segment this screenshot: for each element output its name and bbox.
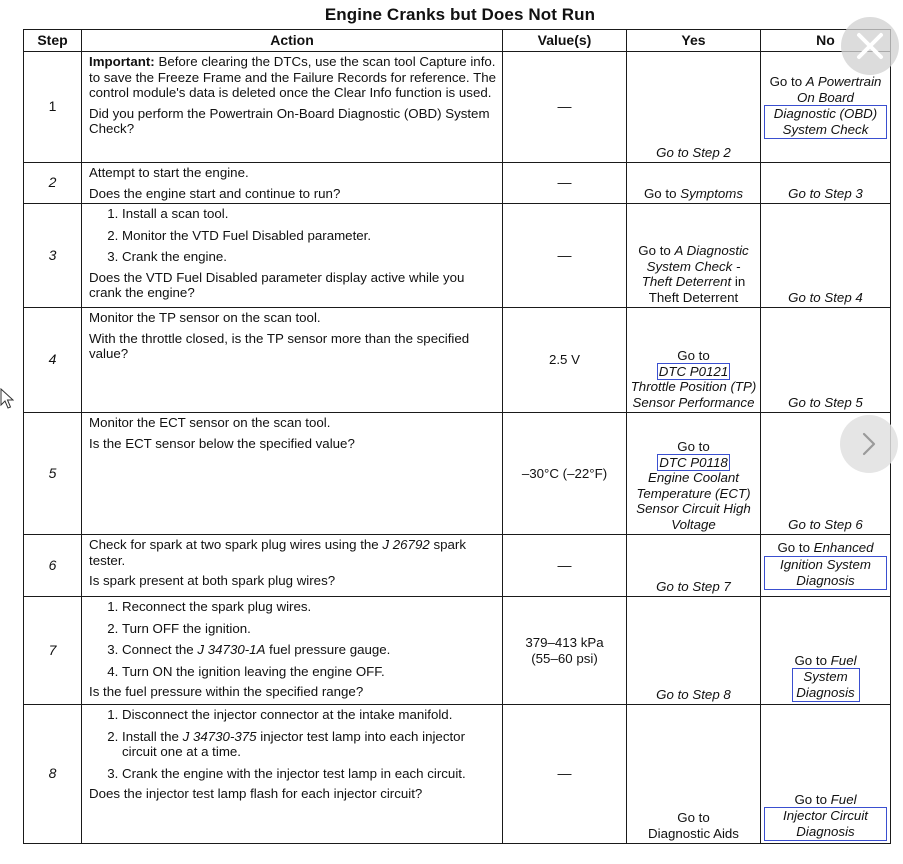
no-link[interactable]: [761, 705, 891, 844]
header-values: Value(s): [503, 30, 627, 52]
action-cell: [82, 163, 503, 204]
procedure-table: [23, 29, 891, 844]
no-link[interactable]: [761, 597, 891, 705]
list-item: 4. Turn ON the ignition leaving the engine OFF.: [122, 664, 498, 680]
list-item: 3. Crank the engine with the injector test lamp in each circuit.: [122, 766, 498, 782]
yes-link[interactable]: [627, 163, 761, 204]
dtc-description: Throttle Position (TP) Sensor Performance: [630, 379, 757, 410]
tool-number: J 34730-1A: [197, 642, 266, 657]
value-text: —: [557, 765, 572, 782]
action-text: Monitor the ECT sensor on the scan tool.: [89, 415, 331, 430]
dtc-description: Engine Coolant Temperature (ECT) Sensor Circuit High Voltage: [636, 470, 751, 532]
mouse-cursor: [0, 388, 14, 415]
step-number: 1: [24, 52, 82, 163]
value-cell: [503, 204, 627, 308]
table-row: [24, 204, 891, 308]
list-item: [122, 729, 498, 760]
no-link-box[interactable]: Diagnostic (OBD) System Check: [764, 105, 887, 139]
value-cell: [503, 535, 627, 597]
important-note: [89, 54, 498, 101]
action-cell: [82, 204, 503, 308]
no-link-box[interactable]: System Diagnosis: [792, 668, 860, 702]
table-row: [24, 597, 891, 705]
action-text-part: spark tester.: [89, 537, 466, 568]
yes-link[interactable]: [627, 413, 761, 535]
no-link[interactable]: Go to Step 5: [761, 308, 891, 413]
yes-suffix: in Theft Deterrent: [648, 274, 746, 305]
no-prefix: Go to: [794, 791, 827, 807]
yes-link-text: A Diagnostic System Check - Theft Deterrent: [641, 243, 749, 289]
list-text-part: Connect the: [122, 642, 194, 657]
yes-prefix: Go to: [677, 439, 710, 454]
question-text: Is the ECT sensor below the specified value?: [89, 435, 355, 451]
page-title: Engine Cranks but Does Not Run: [324, 5, 596, 24]
header-yes: Yes: [627, 30, 761, 52]
question-text: Does the engine start and continue to run?: [89, 185, 341, 201]
yes-link[interactable]: [627, 204, 761, 308]
no-link-text: Enhanced: [813, 540, 874, 556]
value-cell: [503, 705, 627, 844]
no-link[interactable]: Go to Step 4: [761, 204, 891, 308]
action-text: Attempt to start the engine.: [89, 165, 249, 180]
yes-link-text: Symptoms: [680, 185, 744, 201]
action-text: [89, 537, 498, 568]
no-link-text: Fuel: [830, 652, 857, 668]
list-text-part: fuel pressure gauge.: [269, 642, 391, 657]
no-link-box[interactable]: Ignition System Diagnosis: [764, 556, 887, 590]
value-cell: [503, 52, 627, 163]
next-page-button[interactable]: [840, 415, 898, 473]
step-number: 6: [24, 535, 82, 597]
step-list: [89, 707, 498, 781]
tool-number: J 34730-375: [182, 728, 257, 744]
value-text: —: [557, 556, 572, 573]
step-list: [89, 206, 498, 265]
no-link[interactable]: [761, 535, 891, 597]
step-number: 2: [24, 163, 82, 204]
yes-link[interactable]: [627, 308, 761, 413]
list-item: 3. Crank the engine.: [122, 249, 498, 265]
question-text: Is the fuel pressure within the specified range?: [89, 684, 364, 699]
yes-prefix: Go to: [643, 185, 677, 201]
action-cell: [82, 52, 503, 163]
question-text: Does the injector test lamp flash for each injector circuit?: [89, 786, 423, 801]
no-link[interactable]: Go to Step 3: [761, 163, 891, 204]
list-item: 2. Turn OFF the ignition.: [122, 621, 498, 637]
step-list: [89, 599, 498, 679]
no-prefix: Go to: [777, 540, 810, 556]
close-button[interactable]: [841, 17, 899, 75]
list-item: 1. Reconnect the spark plug wires.: [122, 599, 498, 615]
no-link-text: A Powertrain On Board: [797, 74, 882, 105]
header-step: Step: [24, 30, 82, 52]
value-text: —: [557, 246, 572, 263]
action-cell: [82, 597, 503, 705]
value-text: —: [557, 174, 572, 191]
header-no: No: [761, 30, 891, 52]
action-cell: [82, 535, 503, 597]
value-cell: [503, 163, 627, 204]
no-link[interactable]: Go to Step 6: [761, 413, 891, 535]
action-cell: [82, 413, 503, 535]
table-row: [24, 308, 891, 413]
header-action: Action: [82, 30, 503, 52]
no-link-box[interactable]: Injector Circuit Diagnosis: [764, 807, 887, 841]
dtc-link[interactable]: DTC P0121: [658, 363, 729, 379]
no-prefix: Go to: [794, 652, 827, 668]
question-text: With the throttle closed, is the TP sensor more than the specified value?: [89, 330, 470, 361]
action-text: Monitor the TP sensor on the scan tool.: [89, 310, 321, 325]
list-item: 1. Install a scan tool.: [122, 206, 498, 222]
step-number: 7: [24, 597, 82, 705]
step-number: 4: [24, 308, 82, 413]
list-text-part: injector test lamp into each injector circuit one at a time.: [122, 728, 465, 759]
yes-link[interactable]: Go to Step 8: [627, 597, 761, 705]
yes-prefix: Go to: [638, 243, 671, 258]
value-cell: 2.5 V: [503, 308, 627, 413]
list-text-part: Install the: [122, 728, 179, 744]
yes-link[interactable]: [627, 705, 761, 844]
question-text: Does the VTD Fuel Disabled parameter display active while you crank the engine?: [89, 269, 465, 300]
yes-prefix: Go to: [677, 348, 710, 363]
action-cell: [82, 705, 503, 844]
close-icon: [855, 31, 885, 61]
value-text: —: [557, 98, 572, 115]
chevron-right-icon: [859, 431, 879, 457]
value-text: 379–413 kPa: [525, 635, 604, 650]
question-text: Is spark present at both spark plug wires?: [89, 573, 336, 588]
list-item: [122, 642, 498, 658]
value-text: (55–60 psi): [531, 650, 598, 666]
table-row: [24, 535, 891, 597]
yes-link[interactable]: Go to Step 2: [627, 52, 761, 163]
tool-number: J 26792: [382, 537, 430, 552]
table-header-row: [24, 30, 891, 52]
cursor-arrow-icon: [0, 388, 14, 410]
yes-prefix: Go to: [677, 810, 710, 825]
table-row: [24, 163, 891, 204]
value-cell: [503, 597, 627, 705]
question-text: Did you perform the Powertrain On-Board Diagnostic (OBD) System Check?: [89, 105, 490, 136]
table-row: [24, 413, 891, 535]
action-text-part: Check for spark at two spark plug wires using the: [89, 537, 379, 552]
no-prefix: Go to: [769, 74, 803, 89]
important-text: Before clearing the DTCs, use the scan tool Capture info. to save the Freeze Frame and the Failure Records for reference. The control module's data is deleted once the Clear Info function is used.: [89, 54, 496, 100]
table-row: [24, 52, 891, 163]
yes-link-text: Diagnostic Aids: [648, 825, 739, 841]
no-link-text: Fuel: [830, 791, 857, 807]
dtc-link[interactable]: DTC P0118: [659, 454, 728, 470]
list-item: 2. Monitor the VTD Fuel Disabled parameter.: [122, 228, 498, 244]
step-number: 8: [24, 705, 82, 844]
list-item: 1. Disconnect the injector connector at the intake manifold.: [122, 707, 498, 723]
step-number: 5: [24, 413, 82, 535]
yes-link[interactable]: Go to Step 7: [627, 535, 761, 597]
step-number: 3: [24, 204, 82, 308]
table-row: [24, 705, 891, 844]
important-label: Important:: [89, 54, 155, 69]
value-cell: –30°C (–22°F): [503, 413, 627, 535]
action-cell: [82, 308, 503, 413]
